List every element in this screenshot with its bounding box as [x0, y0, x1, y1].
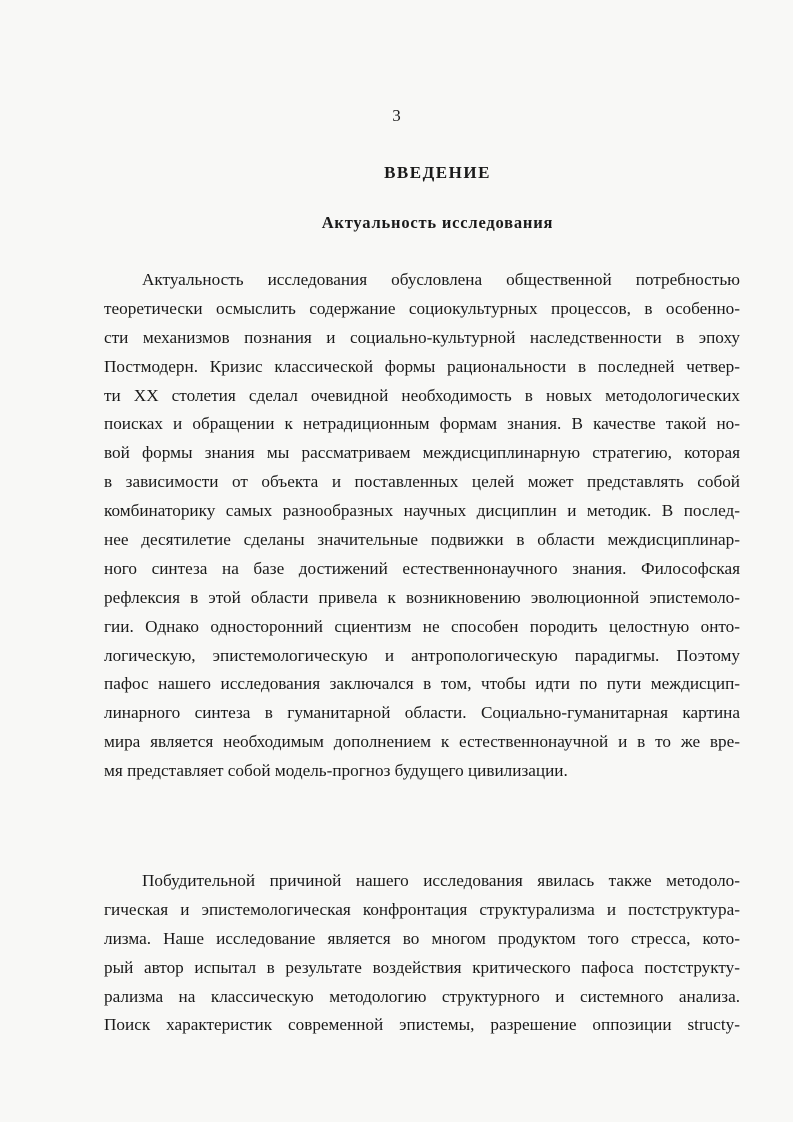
text-line: рализма на классическую методологию структурного и системного анализа.	[104, 986, 740, 1006]
text-line: вой формы знания мы рассматриваем междисциплинарную стратегию, которая	[104, 443, 740, 463]
chapter-title: ВВЕДЕНИЕ	[384, 163, 491, 182]
section-title: Актуальность исследования	[321, 213, 554, 232]
text-line: поисках и обращении к нетрадиционным формам знания. В качестве такой но-	[104, 414, 740, 434]
text-line: линарного синтеза в гуманитарной области. Социально-гуманитарная картина	[104, 703, 740, 723]
text-line: ти XX столетия сделал очевидной необходимость в новых методологических	[104, 385, 740, 405]
text-line: ного синтеза на базе достижений естественнонаучного знания. Философская	[104, 558, 740, 578]
text-line: гии. Однако односторонний сциентизм не способен породить целостную онто-	[104, 616, 740, 636]
text-line: комбинаторику самых разнообразных научных дисциплин и методик. В послед-	[104, 501, 740, 521]
text-line: Актуальность исследования обусловлена общественной потребностью	[142, 270, 740, 289]
text-line: Побудительной причиной нашего исследования явилась также методоло-	[142, 871, 740, 890]
text-line: мира является необходимым дополнением к естественнонаучной и в то же вре-	[104, 732, 740, 752]
text-line: сти механизмов познания и социально-культурной наследственности в эпоху	[104, 327, 740, 347]
text-line: лизма. Наше исследование является во многом продуктом того стресса, кото-	[104, 928, 740, 948]
text-line: рый автор испытал в результате воздействия критического пафоса постструкту-	[104, 957, 740, 977]
text-line: в зависимости от объекта и поставленных целей может представлять собой	[104, 472, 740, 492]
paragraph-1	[104, 266, 740, 786]
text-line: Постмодерн. Кризис классической формы рациональности в последней четвер-	[104, 356, 740, 376]
text-line: теоретически осмыслить содержание социокультурных процессов, в особенно-	[104, 298, 740, 318]
text-line: Поиск характеристик современной эпистемы, разрешение оппозиции structу-	[104, 1015, 740, 1035]
page-number: 3	[392, 106, 401, 125]
text-line: мя представляет собой модель-прогноз будущего цивилизации.	[104, 761, 568, 781]
text-line: нее десятилетие сделаны значительные подвижки в области междисциплинар-	[104, 530, 740, 550]
text-line: логическую, эпистемологическую и антропологическую парадигмы. Поэтому	[104, 645, 740, 665]
text-line: гическая и эпистемологическая конфронтация структурализма и постструктура-	[104, 899, 740, 919]
text-line: рефлексия в этой области привела к возникновению эволюционной эпистемоло-	[104, 587, 740, 607]
paragraph-2	[104, 867, 740, 1040]
text-line: пафос нашего исследования заключался в том, чтобы идти по пути междисцип-	[104, 674, 740, 694]
